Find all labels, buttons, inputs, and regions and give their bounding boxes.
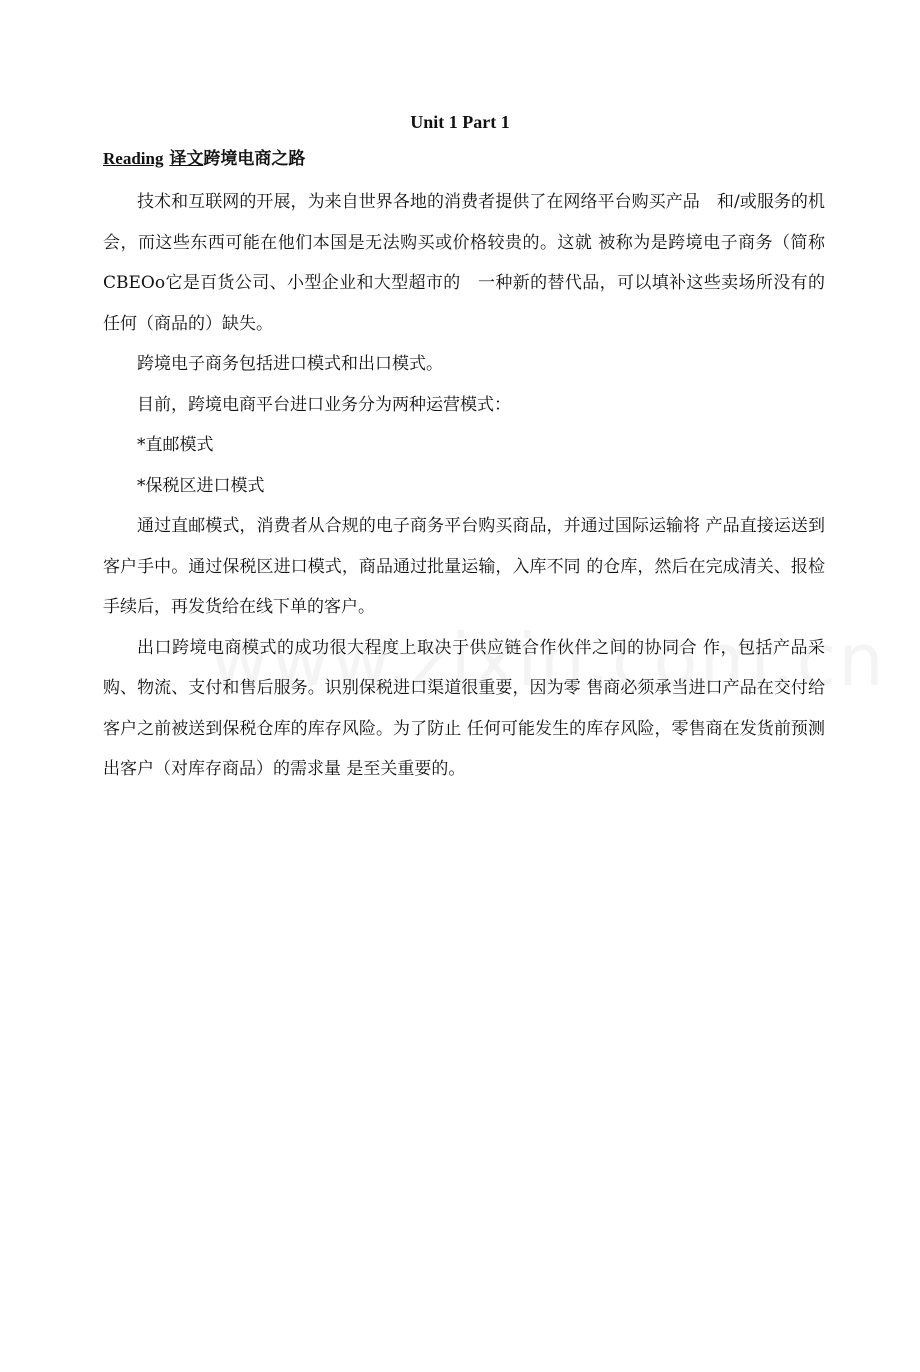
section-heading: [103, 146, 305, 172]
document-title: Unit 1 Part 1: [410, 112, 510, 132]
heading-topic: 跨境电商之路: [203, 149, 306, 169]
list-item-bonded-zone: *保税区进口模式: [137, 475, 265, 496]
document-body: [103, 182, 825, 790]
heading-translation-label: 译文: [169, 149, 204, 169]
paragraph-current: 目前，跨境电商平台进口业务分为两种运营模式：: [137, 394, 511, 415]
heading-reading: Reading: [103, 149, 164, 168]
paragraph-process: 通过直邮模式，消费者从合规的电子商务平台购买商品，并通过国际运输将 产品直接运送到客户手中。通过保税区进口模式，商品通过批量运输，入库不同 的仓库，然后在完成清关、报检手续后，再发货给在线下单的客户。: [103, 516, 825, 617]
paragraph-modes: 跨境电子商务包括进口模式和出口模式。: [137, 354, 443, 374]
list-item-direct-mail: *直邮模式: [137, 435, 214, 455]
paragraph-intro: 技术和互联网的开展，为来自世界各地的消费者提供了在网络平台购买产品 和/或服务的机会，而这些东西可能在他们本国是无法购买或价格较贵的。这就 被称为是跨境电子商务（简称CBEOo它是百货公司、小型企业和大型超市的 一种新的替代品，可以填补这些卖场所没有的任何（商品的）缺失。: [103, 192, 825, 334]
paragraph-export: 出口跨境电商模式的成功很大程度上取决于供应链合作伙伴之间的协同合 作，包括产品采购、物流、支付和售后服务。识别保税进口渠道很重要，因为零 售商必须承当进口产品在交付给客户之前被送到保税仓库的库存风险。为了防止 任何可能发生的库存风险，零售商在发货前预测出客户（对库存商品）的需求量 是至关重要的。: [103, 637, 825, 779]
